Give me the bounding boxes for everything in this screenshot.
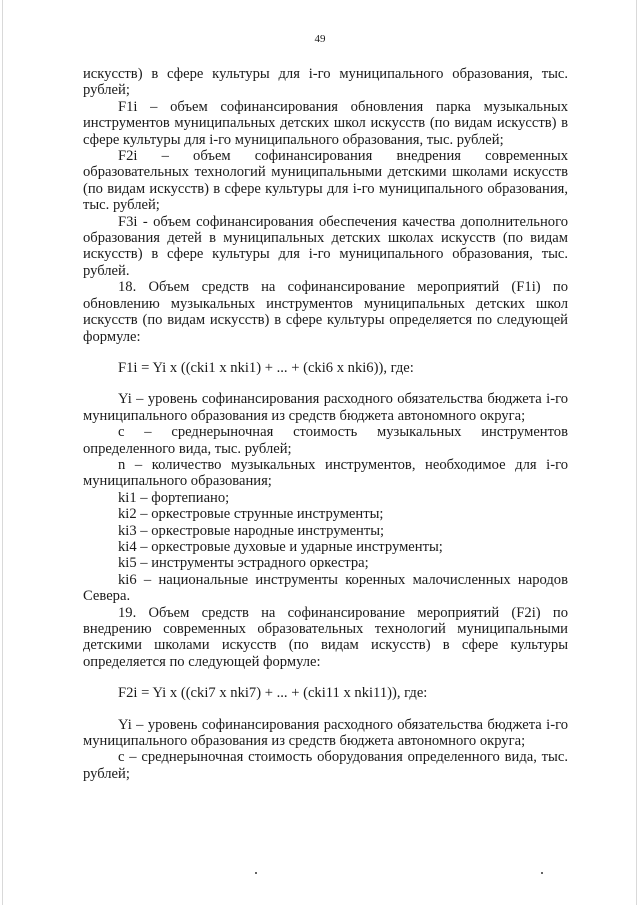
clause-19: 19. Объем средств на софинансирование мероприятий (F2i) по внедрению современных образовательных технологий муниципальными детскими школами искусств (по видам искусств) в сфере культуры определяется по следующей формуле: (83, 604, 568, 670)
definition-c-2: c – среднерыночная стоимость оборудования определенного вида, тыс. рублей; (83, 749, 568, 782)
definition-ki1: ki1 – фортепиано; (118, 489, 230, 506)
definition-ki3: ki3 – оркестровые народные инструменты; (118, 522, 385, 539)
definition-ki4: ki4 – оркестровые духовые и ударные инструменты; (118, 538, 443, 555)
definition-c: c – среднерыночная стоимость музыкальных инструментов определенного вида, тыс. рублей; (83, 424, 568, 457)
definition-ki5: ki5 – инструменты эстрадного оркестра; (118, 555, 369, 572)
document-body (83, 66, 568, 782)
formula-f1i: F1i = Yi x ((cki1 x nki1) + ... + (cki6 x nki6)), где: (118, 359, 414, 376)
definition-yi: Yi – уровень софинансирования расходного обязательства бюджета i-го муниципального образования из средств бюджета автономного округа; (83, 391, 568, 424)
definition-f1i: F1i – объем софинансирования обновления парка музыкальных инструментов муниципальных детских школ искусств (по видам искусств) в сфере культуры для i-го муниципального образования, тыс. рублей; (83, 98, 568, 148)
scan-edge-right (636, 0, 637, 905)
definition-f3i: F3i - объем софинансирования обеспечения качества дополнительного образования детей в муниципальных детских школах искусств (по видам искусств) в сфере культуры для i-го муниципального образования, тыс. рублей. (83, 213, 568, 279)
paragraph-continuation: искусств) в сфере культуры для i-го муниципального образования, тыс. рублей; (83, 66, 568, 99)
scan-dot (541, 872, 543, 874)
formula-f2i: F2i = Yi x ((cki7 x nki7) + ... + (cki11 x nki11)), где: (118, 685, 428, 702)
definition-n: n – количество музыкальных инструментов, необходимое для i-го муниципального образования; (83, 456, 568, 490)
definition-ki2: ki2 – оркестровые струнные инструменты; (118, 506, 384, 523)
scan-dot (255, 872, 257, 874)
definition-yi-2: Yi – уровень софинансирования расходного обязательства бюджета i-го муниципального образования из средств бюджета автономного округа; (83, 716, 568, 750)
definition-ki6: ki6 – национальные инструменты коренных малочисленных народов Севера. (83, 571, 568, 605)
definition-f2i: F2i – объем софинансирования внедрения современных образовательных технологий муниципальными детскими школами искусств (по видам искусств) в сфере культуры для i-го муниципального образования, тыс. рублей; (83, 148, 568, 214)
clause-18: 18. Объем средств на софинансирование мероприятий (F1i) по обновлению музыкальных инструментов муниципальных детских школ искусств (по видам искусств) в сфере культуры определяется по следующей формуле: (83, 279, 568, 345)
scan-edge-left (2, 0, 3, 905)
page-number: 49 (314, 33, 326, 45)
